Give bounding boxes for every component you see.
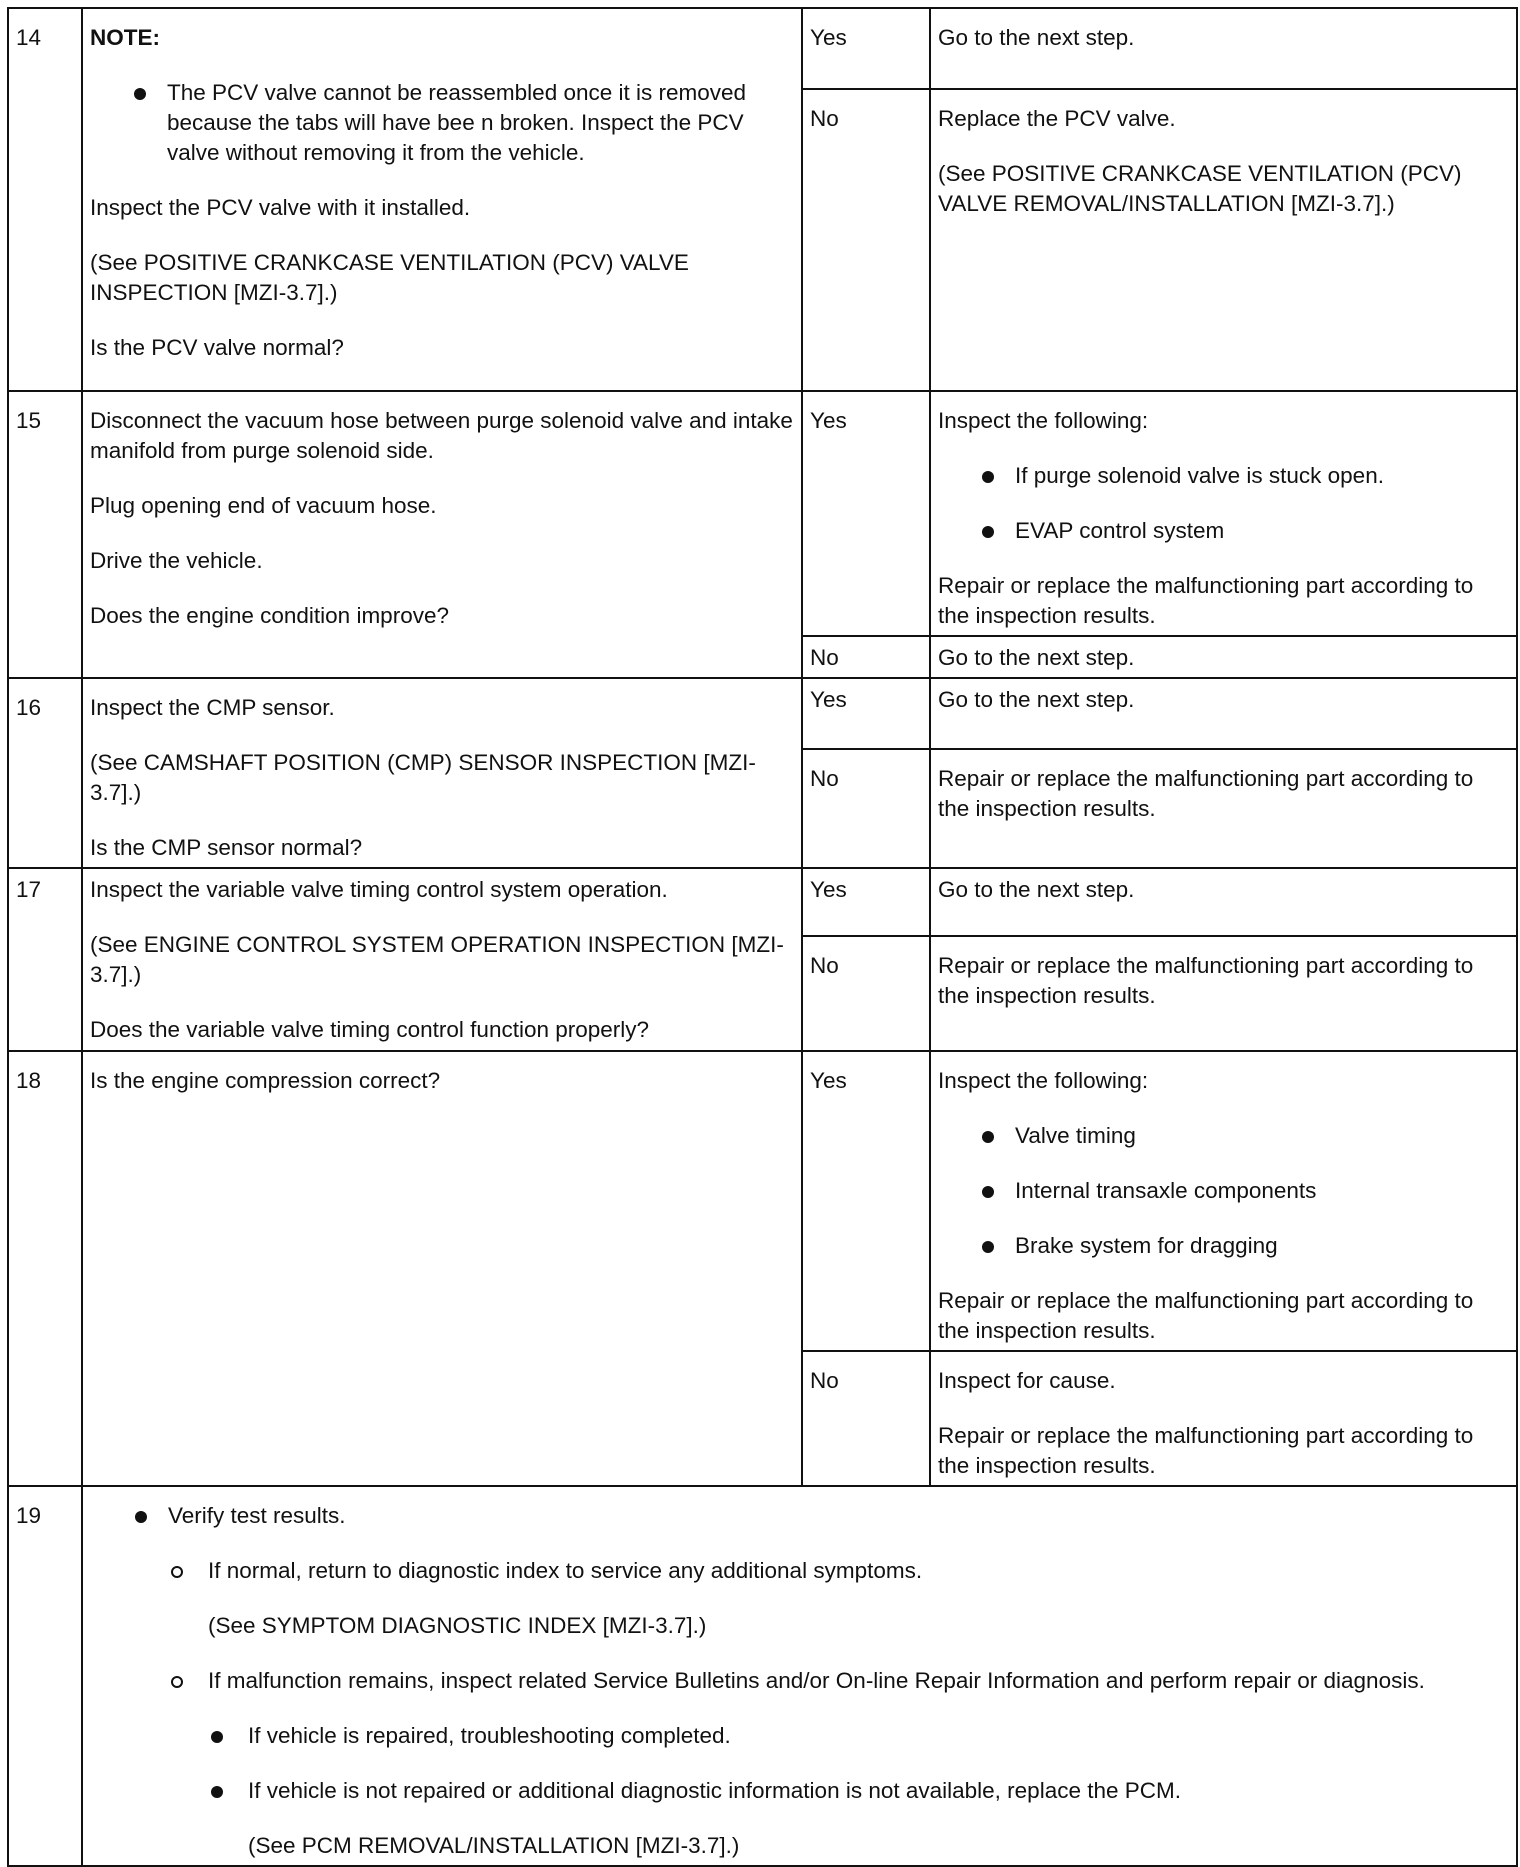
action-text: Plug opening end of vacuum hose.: [90, 493, 437, 518]
yes-label: Yes: [802, 1051, 930, 1351]
reference-text: (See ENGINE CONTROL SYSTEM OPERATION INSPECTION [MZI-3.7].): [90, 932, 784, 987]
normal-reference: (See SYMPTOM DIAGNOSTIC INDEX [MZI-3.7].): [208, 1613, 707, 1638]
no-label: No: [802, 936, 930, 1051]
step-action: [82, 1486, 1517, 1866]
note-label: NOTE:: [90, 25, 160, 50]
not-repaired-text: If vehicle is not repaired or additional diagnostic information is not available, replace the PCM.: [248, 1778, 1182, 1803]
question-text: Is the CMP sensor normal?: [90, 835, 363, 860]
no-label: No: [802, 749, 930, 868]
question-text: Is the engine compression correct?: [90, 1068, 441, 1093]
step-number: 14: [8, 8, 82, 391]
step-16-yes-row: [8, 678, 1517, 749]
action-text: Inspect the variable valve timing control system operation.: [90, 877, 668, 902]
no-result: [930, 89, 1517, 391]
action-text: Drive the vehicle.: [90, 548, 263, 573]
list-item: [90, 1501, 1509, 1861]
step-18-yes-row: [8, 1051, 1517, 1351]
step-action: [82, 8, 802, 391]
step-action: [82, 678, 802, 868]
yes-label: Yes: [802, 391, 930, 636]
question-text: Does the variable valve timing control function properly?: [90, 1017, 650, 1042]
step-action: [82, 868, 802, 1051]
no-result: Repair or replace the malfunctioning part according to the inspection results.: [930, 936, 1517, 1051]
question-text: Does the engine condition improve?: [90, 603, 449, 628]
list-item: [168, 1666, 1509, 1861]
no-reference-text: (See POSITIVE CRANKCASE VENTILATION (PCV) VALVE REMOVAL/INSTALLATION [MZI-3.7].): [938, 161, 1462, 216]
step-15-yes-row: [8, 391, 1517, 636]
yes-result: [930, 1051, 1517, 1351]
inspect-list: [938, 461, 1509, 546]
step-number: 16: [8, 678, 82, 868]
normal-text: If normal, return to diagnostic index to service any additional symptoms.: [208, 1558, 923, 1583]
no-label: No: [802, 636, 930, 678]
inspect-intro: Inspect the following:: [938, 1068, 1149, 1093]
diagnostic-table: [7, 7, 1518, 1867]
yes-label: Yes: [802, 678, 930, 749]
no-result: Go to the next step.: [930, 636, 1517, 678]
note-list: [90, 78, 794, 168]
list-item: Valve timing: [938, 1121, 1509, 1151]
verify-text: Verify test results.: [168, 1503, 346, 1528]
yes-result: Go to the next step.: [930, 678, 1517, 749]
yes-label: Yes: [802, 868, 930, 936]
step-number: 19: [8, 1486, 82, 1866]
no-intro-text: Inspect for cause.: [938, 1368, 1116, 1393]
action-text: Inspect the PCV valve with it installed.: [90, 195, 471, 220]
list-item: If vehicle is repaired, troubleshooting completed.: [208, 1721, 1509, 1751]
verify-list: [90, 1501, 1509, 1861]
remains-text: If malfunction remains, inspect related Service Bulletins and/or On-line Repair Information and perform repair or diagnosis.: [208, 1668, 1425, 1693]
step-action: [82, 391, 802, 678]
no-action-text: Replace the PCV valve.: [938, 106, 1176, 131]
no-label: No: [802, 1351, 930, 1486]
list-item: Brake system for dragging: [938, 1231, 1509, 1261]
step-19-row: [8, 1486, 1517, 1866]
list-item: Internal transaxle components: [938, 1176, 1509, 1206]
list-item: [168, 1556, 1509, 1641]
yes-result: [930, 391, 1517, 636]
step-14-yes-row: [8, 8, 1517, 89]
repair-text: Repair or replace the malfunctioning part according to the inspection results.: [938, 573, 1474, 628]
question-text: Is the PCV valve normal?: [90, 335, 344, 360]
repair-text: Repair or replace the malfunctioning part according to the inspection results.: [938, 1423, 1474, 1478]
list-item: If purge solenoid valve is stuck open.: [938, 461, 1509, 491]
inspect-intro: Inspect the following:: [938, 408, 1149, 433]
list-item: [208, 1776, 1509, 1861]
yes-result: Go to the next step.: [930, 868, 1517, 936]
outcome-list: [208, 1721, 1509, 1861]
no-label: No: [802, 89, 930, 391]
action-text: Inspect the CMP sensor.: [90, 695, 335, 720]
inspect-list: [938, 1121, 1509, 1261]
step-17-yes-row: [8, 868, 1517, 936]
yes-result: Go to the next step.: [930, 8, 1517, 89]
no-result: Repair or replace the malfunctioning part according to the inspection results.: [930, 749, 1517, 868]
repair-text: Repair or replace the malfunctioning part according to the inspection results.: [938, 1288, 1474, 1343]
note-text: The PCV valve cannot be reassembled once it is removed because the tabs will have bee n broken. Inspect the PCV valve without removing it from the vehicle.: [90, 78, 794, 168]
step-number: 15: [8, 391, 82, 678]
reference-text: (See CAMSHAFT POSITION (CMP) SENSOR INSPECTION [MZI-3.7].): [90, 750, 756, 805]
no-result: [930, 1351, 1517, 1486]
yes-label: Yes: [802, 8, 930, 89]
step-number: 17: [8, 868, 82, 1051]
step-number: 18: [8, 1051, 82, 1486]
list-item: EVAP control system: [938, 516, 1509, 546]
step-action: [82, 1051, 802, 1486]
result-list: [168, 1556, 1509, 1861]
action-text: Disconnect the vacuum hose between purge solenoid valve and intake manifold from purge solenoid side.: [90, 408, 793, 463]
reference-text: (See POSITIVE CRANKCASE VENTILATION (PCV) VALVE INSPECTION [MZI-3.7].): [90, 250, 689, 305]
pcm-reference: (See PCM REMOVAL/INSTALLATION [MZI-3.7].): [248, 1833, 740, 1858]
